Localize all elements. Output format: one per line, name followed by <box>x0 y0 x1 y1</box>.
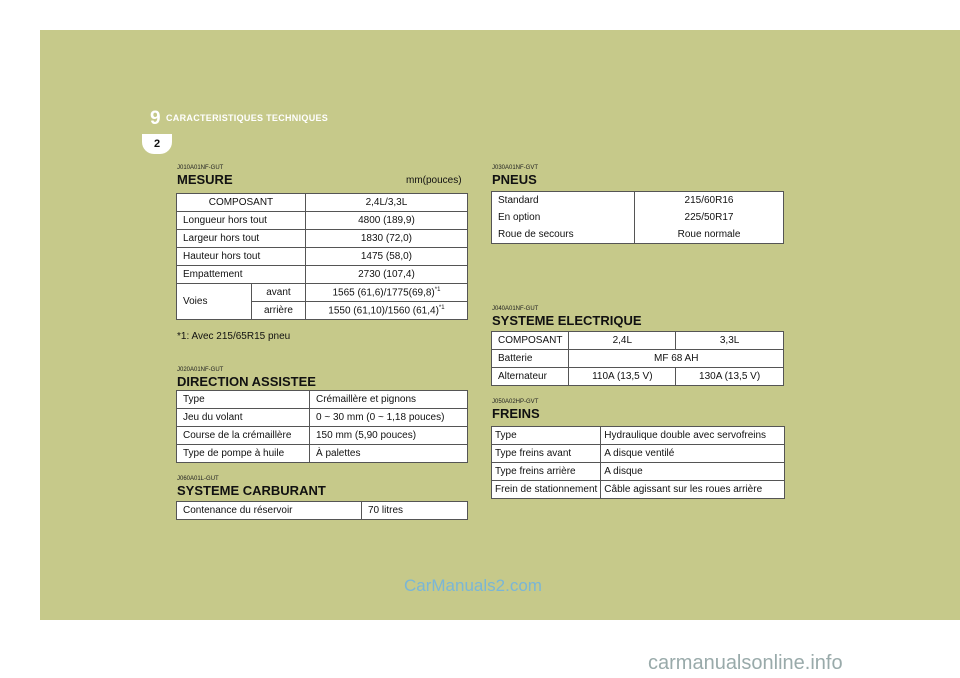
footnote-mark: *1 <box>434 286 441 293</box>
table-cell: MF 68 AH <box>569 350 784 368</box>
table-cell: 0 ~ 30 mm (0 ~ 1,18 pouces) <box>310 409 468 427</box>
table-cell: Câble agissant sur les roues arrière <box>601 481 785 499</box>
table-cell: Largeur hors tout <box>177 230 306 248</box>
table-cell: COMPOSANT <box>177 194 306 212</box>
table-cell: Standard <box>492 192 635 210</box>
table-cell: Batterie <box>492 350 569 368</box>
table-cell: Roue de secours <box>492 226 635 244</box>
table-cell: Crémaillère et pignons <box>310 391 468 409</box>
table-cell: 3,3L <box>676 332 784 350</box>
chapter-title: CARACTERISTIQUES TECHNIQUES <box>166 113 329 123</box>
pneus-table <box>491 191 784 244</box>
freins-code: J050A02HP-GVT <box>492 399 539 405</box>
table-cell: Course de la crémaillère <box>177 427 310 445</box>
mesure-unit: mm(pouces) <box>406 175 462 186</box>
table-cell: Hydraulique double avec servofreins <box>601 427 785 445</box>
table-cell: En option <box>492 209 635 226</box>
pneus-code: J030A01NF-GVT <box>492 165 539 171</box>
table-cell: 2,4L <box>569 332 676 350</box>
table-row <box>177 427 468 445</box>
mesure-code: J010A01NF-GUT <box>177 165 224 171</box>
table-cell <box>305 284 467 302</box>
mesure-title: MESURE <box>177 172 233 187</box>
table-row <box>177 212 468 230</box>
table-row <box>177 248 468 266</box>
table-cell: avant <box>252 284 306 302</box>
table-cell: 110A (13,5 V) <box>569 368 676 386</box>
table-cell: 4800 (189,9) <box>305 212 467 230</box>
carburant-code: J060A01L-GUT <box>177 476 219 482</box>
table-row <box>492 192 784 210</box>
table-row <box>177 445 468 463</box>
table-cell: 150 mm (5,90 pouces) <box>310 427 468 445</box>
table-row <box>492 481 785 499</box>
direction-code: J020A01NF-GUT <box>177 367 224 373</box>
table-row <box>177 409 468 427</box>
watermark-carmanualsonline: carmanualsonline.info <box>648 652 843 674</box>
table-row <box>492 427 785 445</box>
freins-title: FREINS <box>492 406 540 421</box>
table-cell: Type <box>177 391 310 409</box>
table-row <box>177 502 468 520</box>
table-cell: A disque ventilé <box>601 445 785 463</box>
table-cell: 70 litres <box>362 502 468 520</box>
table-row <box>492 209 784 226</box>
table-cell: Type freins arrière <box>492 463 601 481</box>
table-row <box>492 332 784 350</box>
electrique-title: SYSTEME ELECTRIQUE <box>492 313 642 328</box>
table-row <box>177 391 468 409</box>
table-cell: 2730 (107,4) <box>305 266 467 284</box>
table-row <box>492 226 784 244</box>
table-cell: 225/50R17 <box>635 209 784 226</box>
carburant-table <box>176 501 468 520</box>
table-cell: COMPOSANT <box>492 332 569 350</box>
watermark-carmanuals2: CarManuals2.com <box>404 576 542 595</box>
table-cell: Longueur hors tout <box>177 212 306 230</box>
table-cell: Contenance du réservoir <box>177 502 362 520</box>
table-row <box>492 368 784 386</box>
table-cell: Type de pompe à huile <box>177 445 310 463</box>
table-cell: Hauteur hors tout <box>177 248 306 266</box>
table-row <box>492 350 784 368</box>
mesure-table <box>176 193 468 320</box>
electrique-table <box>491 331 784 386</box>
table-cell: Jeu du volant <box>177 409 310 427</box>
table-cell: arrière <box>252 302 306 320</box>
table-row <box>177 266 468 284</box>
table-cell: 130A (13,5 V) <box>676 368 784 386</box>
table-row <box>177 284 468 302</box>
freins-table <box>491 426 785 499</box>
table-cell: Type freins avant <box>492 445 601 463</box>
table-cell: Frein de stationnement <box>492 481 601 499</box>
pneus-title: PNEUS <box>492 172 537 187</box>
direction-table <box>176 390 468 463</box>
table-cell <box>305 302 467 320</box>
table-cell: 2,4L/3,3L <box>305 194 467 212</box>
table-cell: 1475 (58,0) <box>305 248 467 266</box>
table-cell: Voies <box>177 284 252 320</box>
table-cell: Roue normale <box>635 226 784 244</box>
voies-avant-value: 1565 (61,6)/1775(69,8) <box>332 287 435 299</box>
voies-arriere-value: 1550 (61,10)/1560 (61,4) <box>328 305 439 317</box>
mesure-note: *1: Avec 215/65R15 pneu <box>177 331 291 342</box>
table-cell: 1830 (72,0) <box>305 230 467 248</box>
footnote-mark: *1 <box>438 304 445 311</box>
table-cell: Empattement <box>177 266 306 284</box>
table-row <box>177 230 468 248</box>
page-number: 2 <box>142 134 172 154</box>
electrique-code: J040A01NF-GUT <box>492 306 539 312</box>
table-cell: À palettes <box>310 445 468 463</box>
carburant-title: SYSTEME CARBURANT <box>177 483 326 498</box>
chapter-number: 9 <box>150 108 161 129</box>
table-row <box>492 445 785 463</box>
table-row <box>492 463 785 481</box>
table-cell: Type <box>492 427 601 445</box>
table-row <box>177 194 468 212</box>
table-cell: 215/60R16 <box>635 192 784 210</box>
direction-title: DIRECTION ASSISTEE <box>177 374 316 389</box>
table-cell: A disque <box>601 463 785 481</box>
table-cell: Alternateur <box>492 368 569 386</box>
